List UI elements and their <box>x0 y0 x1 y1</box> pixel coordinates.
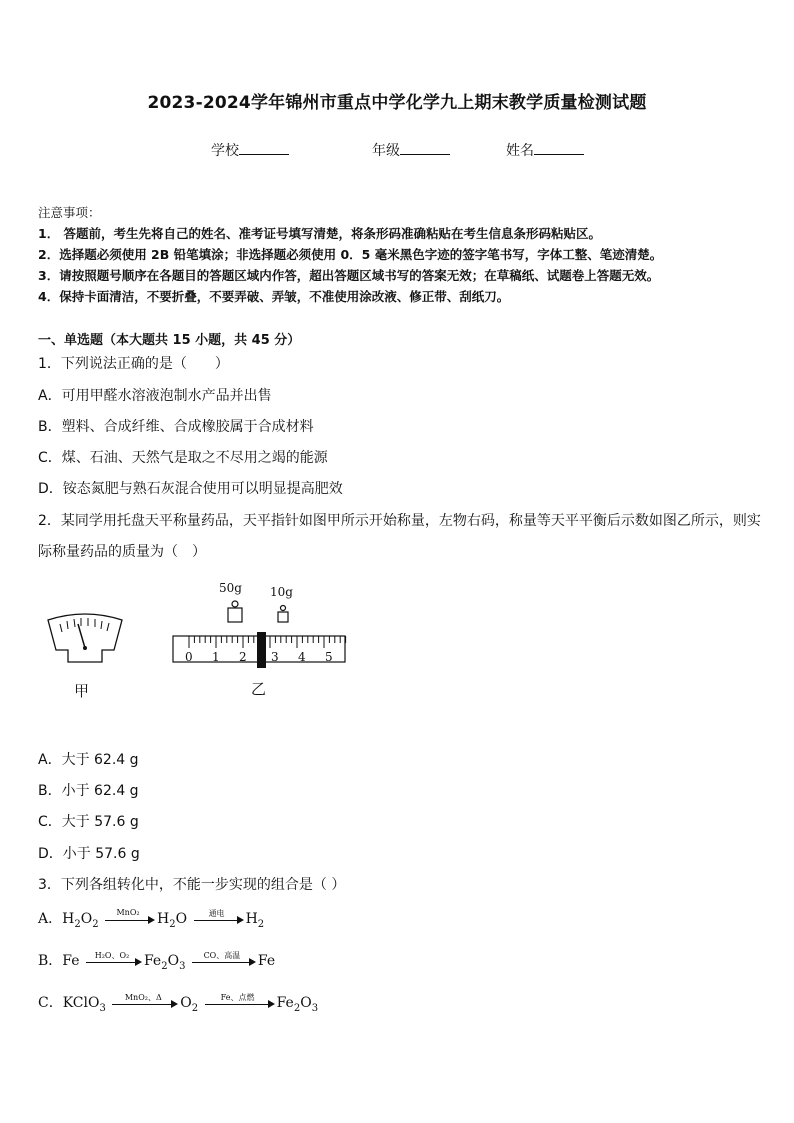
q3-option-a-label: A． <box>38 911 63 927</box>
notice-item: 3．请按照题号顺序在各题目的答题区域内作答，超出答题区域书写的答案无效；在草稿纸、试题卷上答题无效。 <box>38 268 660 283</box>
grade-field[interactable] <box>372 140 450 160</box>
figure-label-jia: 甲 <box>74 682 90 700</box>
scale-tick-label: 0 <box>185 650 193 664</box>
question-2-stem-line1: 2．某同学用托盘天平称量药品，天平指针如图甲所示开始称量，左物右码，称量等天平平衡后示数如图乙所示，则实 <box>38 513 761 529</box>
q2-option-d[interactable]: D．小于 57.6 g <box>38 846 140 862</box>
notice-item: 4．保持卡面清洁，不要折叠，不要弄破、弄皱，不准使用涂改液、修正带、刮纸刀。 <box>38 289 510 304</box>
balance-dial-figure <box>40 610 130 670</box>
scale-tick-label: 5 <box>325 650 333 664</box>
reaction-arrow: CO、高温 <box>192 954 256 968</box>
q3-option-b[interactable]: B．Fe H₂O、O₂ $Fe_2O_3$ CO、高温 Fe <box>38 951 276 972</box>
scale-tick-label: 1 <box>212 650 220 664</box>
reaction-arrow: H₂O、O₂ <box>86 954 142 968</box>
rider-scale-figure <box>170 598 350 670</box>
q1-option-b[interactable]: B．塑料、合成纤维、合成橡胶属于合成材料 <box>38 419 314 435</box>
name-label: 姓名 <box>506 143 534 159</box>
q1-option-c[interactable]: C．煤、石油、天然气是取之不尽用之竭的能源 <box>38 450 328 466</box>
q3-option-c-label: C． <box>38 995 63 1011</box>
notice-item: 2．选择题必须使用 2B 铅笔填涂；非选择题必须使用 0．5 毫米黑色字迹的签字笔书写，字体工整、笔迹清楚。 <box>38 247 663 262</box>
figure-label-yi: 乙 <box>251 680 267 698</box>
q2-option-b[interactable]: B．小于 62.4 g <box>38 783 139 799</box>
question-1-stem: 1．下列说法正确的是（ ） <box>38 356 229 372</box>
q1-option-d[interactable]: D．铵态氮肥与熟石灰混合使用可以明显提高肥效 <box>38 481 343 497</box>
weight-10g-label: 10g <box>270 585 293 599</box>
section-heading: 一、单选题（本大题共 15 小题，共 45 分） <box>38 333 301 348</box>
weight-50g-icon <box>228 601 242 622</box>
q3-option-a[interactable]: A．$H_2O_2$ MnO₂ $H_2O$ 通电 $H_2$ <box>38 908 265 930</box>
pointer-needle <box>78 624 85 648</box>
q3-option-b-label: B． <box>38 953 63 969</box>
school-label: 学校 <box>211 143 239 159</box>
q2-option-c[interactable]: C．大于 57.6 g <box>38 814 139 830</box>
question-3-stem: 3．下列各组转化中，不能一步实现的组合是（ ） <box>38 877 346 893</box>
weight-50g-label: 50g <box>219 581 242 595</box>
reaction-arrow: Fe、点燃 <box>205 996 275 1010</box>
name-blank[interactable] <box>534 140 584 155</box>
reaction-arrow: MnO₂ <box>105 912 155 926</box>
q2-option-a[interactable]: A．大于 62.4 g <box>38 752 139 768</box>
grade-blank[interactable] <box>400 140 450 155</box>
grade-label: 年级 <box>372 143 400 159</box>
reaction-arrow: MnO₂、Δ <box>112 996 178 1010</box>
scale-tick-label: 3 <box>271 650 279 664</box>
notice-item: 1． 答题前，考生先将自己的姓名、准考证号填写清楚，将条形码准确粘贴在考生信息条形码粘贴区。 <box>38 226 602 241</box>
weight-10g-icon <box>278 606 288 623</box>
scale-tick-label: 4 <box>298 650 306 664</box>
name-field[interactable] <box>506 140 584 160</box>
q1-option-a[interactable]: A．可用甲醛水溶液泡制水产品并出售 <box>38 388 272 404</box>
question-2-stem-line2: 际称量药品的质量为（ ） <box>38 544 206 560</box>
page-title: 2023-2024学年锦州市重点中学化学九上期末教学质量检测试题 <box>147 93 647 113</box>
reaction-arrow: 通电 <box>194 912 244 926</box>
school-field[interactable] <box>211 140 289 160</box>
scale-tick-label: 2 <box>239 650 247 664</box>
rider-marker <box>257 632 266 668</box>
q3-option-c[interactable]: C．KClO$_3$ MnO₂、Δ $O_2$ Fe、点燃 $Fe_2O_3$ <box>38 993 319 1014</box>
notice-heading: 注意事项： <box>38 205 101 220</box>
school-blank[interactable] <box>239 140 289 155</box>
